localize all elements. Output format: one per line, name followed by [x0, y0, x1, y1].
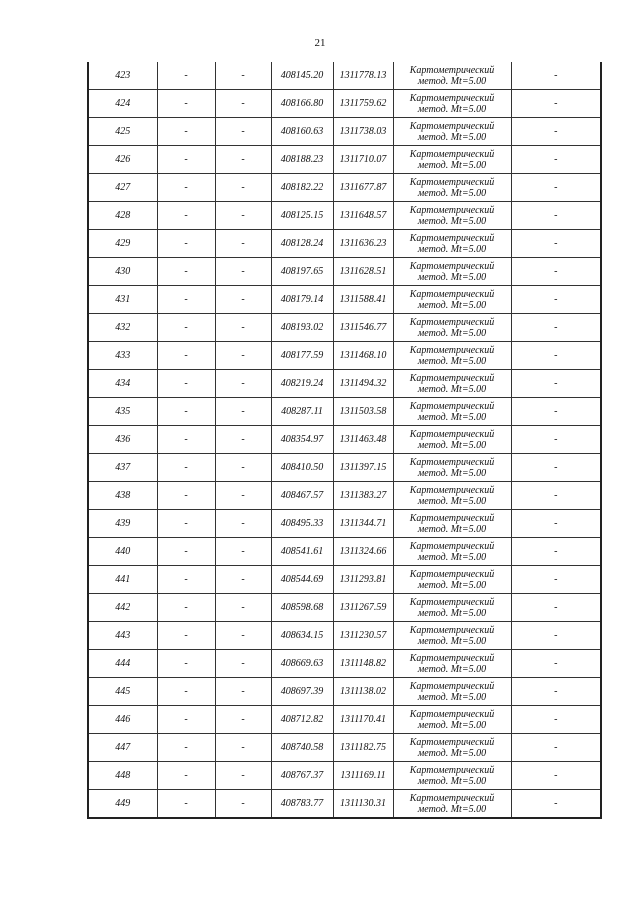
method-line-1: Картометрический: [409, 736, 495, 748]
method-line-2: метод. Мt=5.00: [417, 131, 487, 143]
method-line-2: метод. Мt=5.00: [417, 803, 487, 815]
cell-n: 431: [88, 286, 157, 314]
cell-y: 1311738.03: [333, 118, 393, 146]
cell-c3: -: [215, 594, 271, 622]
cell-c2: -: [157, 342, 215, 370]
cell-method: [393, 342, 511, 370]
cell-c3: -: [215, 146, 271, 174]
cell-c3: -: [215, 314, 271, 342]
cell-c2: -: [157, 706, 215, 734]
cell-note: -: [511, 482, 601, 510]
cell-c2: -: [157, 118, 215, 146]
cell-x: 408767.37: [271, 762, 333, 790]
cell-method: [393, 146, 511, 174]
table-row: [88, 790, 601, 819]
method-line-2: метод. Мt=5.00: [417, 75, 487, 87]
cell-c3: -: [215, 426, 271, 454]
cell-c2: -: [157, 482, 215, 510]
cell-n: 426: [88, 146, 157, 174]
method-line-2: метод. Мt=5.00: [417, 747, 487, 759]
cell-c2: -: [157, 510, 215, 538]
method-line-2: метод. Мt=5.00: [417, 467, 487, 479]
cell-x: 408182.22: [271, 174, 333, 202]
cell-note: -: [511, 762, 601, 790]
cell-c3: -: [215, 230, 271, 258]
cell-x: 408179.14: [271, 286, 333, 314]
cell-note: -: [511, 790, 601, 819]
cell-n: 439: [88, 510, 157, 538]
method-line-1: Картометрический: [409, 232, 495, 244]
cell-note: -: [511, 62, 601, 90]
cell-c2: -: [157, 90, 215, 118]
cell-x: 408125.15: [271, 202, 333, 230]
cell-c2: -: [157, 566, 215, 594]
cell-n: 425: [88, 118, 157, 146]
cell-x: 408544.69: [271, 566, 333, 594]
cell-x: 408495.33: [271, 510, 333, 538]
cell-y: 1311648.57: [333, 202, 393, 230]
cell-y: 1311503.58: [333, 398, 393, 426]
cell-x: 408354.97: [271, 426, 333, 454]
cell-y: 1311710.07: [333, 146, 393, 174]
cell-note: -: [511, 734, 601, 762]
table-row: [88, 510, 601, 538]
cell-x: 408697.39: [271, 678, 333, 706]
cell-x: 408740.58: [271, 734, 333, 762]
cell-n: 428: [88, 202, 157, 230]
cell-note: -: [511, 286, 601, 314]
method-line-2: метод. Мt=5.00: [417, 103, 487, 115]
cell-method: [393, 762, 511, 790]
cell-y: 1311778.13: [333, 62, 393, 90]
cell-y: 1311170.41: [333, 706, 393, 734]
method-line-1: Картометрический: [409, 652, 495, 664]
table-row: [88, 342, 601, 370]
cell-note: -: [511, 258, 601, 286]
cell-y: 1311628.51: [333, 258, 393, 286]
cell-y: 1311546.77: [333, 314, 393, 342]
method-line-2: метод. Мt=5.00: [417, 691, 487, 703]
method-line-2: метод. Мt=5.00: [417, 383, 487, 395]
cell-method: [393, 566, 511, 594]
cell-method: [393, 258, 511, 286]
cell-x: 408166.80: [271, 90, 333, 118]
method-line-1: Картометрический: [409, 260, 495, 272]
table-row: [88, 286, 601, 314]
cell-method: [393, 706, 511, 734]
cell-note: -: [511, 146, 601, 174]
cell-n: 434: [88, 370, 157, 398]
cell-method: [393, 622, 511, 650]
cell-y: 1311169.11: [333, 762, 393, 790]
table-row: [88, 174, 601, 202]
method-line-2: метод. Мt=5.00: [417, 523, 487, 535]
cell-method: [393, 370, 511, 398]
cell-n: 447: [88, 734, 157, 762]
method-line-1: Картометрический: [409, 512, 495, 524]
cell-c2: -: [157, 202, 215, 230]
method-line-2: метод. Мt=5.00: [417, 243, 487, 255]
cell-x: 408467.57: [271, 482, 333, 510]
table-row: [88, 258, 601, 286]
cell-n: 445: [88, 678, 157, 706]
table-row: [88, 678, 601, 706]
cell-method: [393, 398, 511, 426]
cell-n: 423: [88, 62, 157, 90]
cell-c2: -: [157, 146, 215, 174]
method-line-1: Картометрический: [409, 316, 495, 328]
table-row: [88, 398, 601, 426]
method-line-2: метод. Мt=5.00: [417, 495, 487, 507]
cell-c2: -: [157, 622, 215, 650]
cell-c3: -: [215, 650, 271, 678]
cell-n: 432: [88, 314, 157, 342]
method-line-1: Картометрический: [409, 680, 495, 692]
table-row: [88, 454, 601, 482]
method-line-2: метод. Мt=5.00: [417, 411, 487, 423]
cell-c2: -: [157, 426, 215, 454]
cell-c2: -: [157, 62, 215, 90]
cell-y: 1311324.66: [333, 538, 393, 566]
method-line-2: метод. Мt=5.00: [417, 663, 487, 675]
cell-c2: -: [157, 790, 215, 819]
cell-c3: -: [215, 510, 271, 538]
cell-c3: -: [215, 398, 271, 426]
cell-method: [393, 538, 511, 566]
cell-c3: -: [215, 734, 271, 762]
table-row: [88, 118, 601, 146]
cell-x: 408410.50: [271, 454, 333, 482]
cell-y: 1311397.15: [333, 454, 393, 482]
cell-n: 429: [88, 230, 157, 258]
cell-c3: -: [215, 622, 271, 650]
cell-c3: -: [215, 566, 271, 594]
cell-n: 424: [88, 90, 157, 118]
cell-y: 1311463.48: [333, 426, 393, 454]
cell-x: 408219.24: [271, 370, 333, 398]
cell-note: -: [511, 678, 601, 706]
cell-x: 408598.68: [271, 594, 333, 622]
method-line-2: метод. Мt=5.00: [417, 551, 487, 563]
cell-method: [393, 62, 511, 90]
cell-method: [393, 454, 511, 482]
method-line-2: метод. Мt=5.00: [417, 439, 487, 451]
cell-note: -: [511, 454, 601, 482]
cell-c3: -: [215, 258, 271, 286]
cell-y: 1311148.82: [333, 650, 393, 678]
cell-note: -: [511, 510, 601, 538]
cell-c3: -: [215, 538, 271, 566]
cell-method: [393, 510, 511, 538]
cell-n: 443: [88, 622, 157, 650]
cell-n: 430: [88, 258, 157, 286]
cell-c3: -: [215, 482, 271, 510]
cell-x: 408145.20: [271, 62, 333, 90]
cell-c2: -: [157, 258, 215, 286]
cell-note: -: [511, 370, 601, 398]
table-row: [88, 146, 601, 174]
cell-c2: -: [157, 286, 215, 314]
method-line-2: метод. Мt=5.00: [417, 775, 487, 787]
cell-y: 1311138.02: [333, 678, 393, 706]
method-line-2: метод. Мt=5.00: [417, 299, 487, 311]
method-line-1: Картометрический: [409, 148, 495, 160]
cell-n: 437: [88, 454, 157, 482]
cell-c2: -: [157, 314, 215, 342]
cell-c3: -: [215, 118, 271, 146]
cell-y: 1311494.32: [333, 370, 393, 398]
cell-x: 408712.82: [271, 706, 333, 734]
method-line-1: Картометрический: [409, 764, 495, 776]
cell-c3: -: [215, 202, 271, 230]
table-row: [88, 314, 601, 342]
coordinates-table: [87, 62, 602, 819]
cell-c3: -: [215, 90, 271, 118]
method-line-2: метод. Мt=5.00: [417, 327, 487, 339]
cell-note: -: [511, 342, 601, 370]
page-number: 21: [314, 37, 326, 49]
cell-note: -: [511, 314, 601, 342]
cell-y: 1311588.41: [333, 286, 393, 314]
method-line-1: Картометрический: [409, 120, 495, 132]
cell-c3: -: [215, 790, 271, 819]
method-line-1: Картометрический: [409, 484, 495, 496]
cell-method: [393, 118, 511, 146]
cell-method: [393, 678, 511, 706]
cell-n: 436: [88, 426, 157, 454]
method-line-1: Картометрический: [409, 344, 495, 356]
cell-method: [393, 230, 511, 258]
method-line-1: Картометрический: [409, 92, 495, 104]
cell-x: 408128.24: [271, 230, 333, 258]
cell-note: -: [511, 650, 601, 678]
cell-c2: -: [157, 650, 215, 678]
cell-x: 408783.77: [271, 790, 333, 819]
table-row: [88, 426, 601, 454]
table-row: [88, 202, 601, 230]
cell-method: [393, 426, 511, 454]
method-line-1: Картометрический: [409, 204, 495, 216]
cell-c2: -: [157, 762, 215, 790]
method-line-1: Картометрический: [409, 372, 495, 384]
cell-note: -: [511, 202, 601, 230]
cell-y: 1311267.59: [333, 594, 393, 622]
method-line-1: Картометрический: [409, 708, 495, 720]
method-line-2: метод. Мt=5.00: [417, 271, 487, 283]
cell-y: 1311383.27: [333, 482, 393, 510]
cell-c2: -: [157, 538, 215, 566]
cell-n: 442: [88, 594, 157, 622]
method-line-2: метод. Мt=5.00: [417, 187, 487, 199]
cell-n: 448: [88, 762, 157, 790]
cell-note: -: [511, 230, 601, 258]
cell-y: 1311230.57: [333, 622, 393, 650]
table-row: [88, 650, 601, 678]
table-row: [88, 230, 601, 258]
cell-c3: -: [215, 762, 271, 790]
cell-y: 1311182.75: [333, 734, 393, 762]
cell-y: 1311293.81: [333, 566, 393, 594]
table-row: [88, 566, 601, 594]
cell-c2: -: [157, 678, 215, 706]
table-row: [88, 762, 601, 790]
cell-c3: -: [215, 286, 271, 314]
cell-c2: -: [157, 594, 215, 622]
cell-method: [393, 202, 511, 230]
cell-c2: -: [157, 174, 215, 202]
method-line-1: Картометрический: [409, 456, 495, 468]
method-line-1: Картометрический: [409, 624, 495, 636]
table-row: [88, 706, 601, 734]
cell-note: -: [511, 426, 601, 454]
cell-c3: -: [215, 342, 271, 370]
method-line-1: Картометрический: [409, 288, 495, 300]
cell-n: 444: [88, 650, 157, 678]
method-line-1: Картометрический: [409, 596, 495, 608]
method-line-1: Картометрический: [409, 428, 495, 440]
cell-note: -: [511, 706, 601, 734]
method-line-1: Картометрический: [409, 64, 495, 76]
table-row: [88, 622, 601, 650]
cell-x: 408160.63: [271, 118, 333, 146]
cell-y: 1311677.87: [333, 174, 393, 202]
cell-n: 427: [88, 174, 157, 202]
method-line-2: метод. Мt=5.00: [417, 159, 487, 171]
table-row: [88, 734, 601, 762]
cell-method: [393, 734, 511, 762]
cell-c2: -: [157, 734, 215, 762]
cell-n: 441: [88, 566, 157, 594]
cell-method: [393, 790, 511, 819]
cell-c2: -: [157, 398, 215, 426]
cell-note: -: [511, 118, 601, 146]
method-line-2: метод. Мt=5.00: [417, 215, 487, 227]
cell-y: 1311468.10: [333, 342, 393, 370]
cell-note: -: [511, 174, 601, 202]
method-line-2: метод. Мt=5.00: [417, 355, 487, 367]
cell-c3: -: [215, 370, 271, 398]
cell-y: 1311636.23: [333, 230, 393, 258]
method-line-1: Картометрический: [409, 176, 495, 188]
method-line-1: Картометрический: [409, 400, 495, 412]
cell-method: [393, 174, 511, 202]
cell-c2: -: [157, 230, 215, 258]
method-line-2: метод. Мt=5.00: [417, 607, 487, 619]
cell-c3: -: [215, 678, 271, 706]
method-line-1: Картометрический: [409, 568, 495, 580]
cell-n: 433: [88, 342, 157, 370]
table-row: [88, 370, 601, 398]
cell-c3: -: [215, 706, 271, 734]
cell-n: 446: [88, 706, 157, 734]
cell-method: [393, 482, 511, 510]
cell-x: 408669.63: [271, 650, 333, 678]
method-line-1: Картометрический: [409, 792, 495, 804]
table-row: [88, 538, 601, 566]
cell-y: 1311344.71: [333, 510, 393, 538]
cell-method: [393, 594, 511, 622]
cell-note: -: [511, 90, 601, 118]
cell-n: 440: [88, 538, 157, 566]
cell-note: -: [511, 622, 601, 650]
cell-x: 408188.23: [271, 146, 333, 174]
cell-note: -: [511, 566, 601, 594]
method-line-1: Картометрический: [409, 540, 495, 552]
cell-x: 408177.59: [271, 342, 333, 370]
cell-note: -: [511, 538, 601, 566]
cell-c3: -: [215, 62, 271, 90]
cell-method: [393, 286, 511, 314]
cell-method: [393, 90, 511, 118]
table-row: [88, 62, 601, 90]
cell-y: 1311759.62: [333, 90, 393, 118]
cell-n: 449: [88, 790, 157, 819]
cell-note: -: [511, 594, 601, 622]
cell-c3: -: [215, 454, 271, 482]
cell-c2: -: [157, 454, 215, 482]
cell-y: 1311130.31: [333, 790, 393, 819]
cell-method: [393, 650, 511, 678]
method-line-2: метод. Мt=5.00: [417, 635, 487, 647]
method-line-2: метод. Мt=5.00: [417, 579, 487, 591]
cell-n: 438: [88, 482, 157, 510]
cell-x: 408287.11: [271, 398, 333, 426]
cell-n: 435: [88, 398, 157, 426]
cell-note: -: [511, 398, 601, 426]
cell-x: 408634.15: [271, 622, 333, 650]
cell-x: 408541.61: [271, 538, 333, 566]
cell-x: 408193.02: [271, 314, 333, 342]
table-row: [88, 90, 601, 118]
cell-method: [393, 314, 511, 342]
cell-x: 408197.65: [271, 258, 333, 286]
cell-c3: -: [215, 174, 271, 202]
table-row: [88, 594, 601, 622]
table-row: [88, 482, 601, 510]
cell-c2: -: [157, 370, 215, 398]
method-line-2: метод. Мt=5.00: [417, 719, 487, 731]
